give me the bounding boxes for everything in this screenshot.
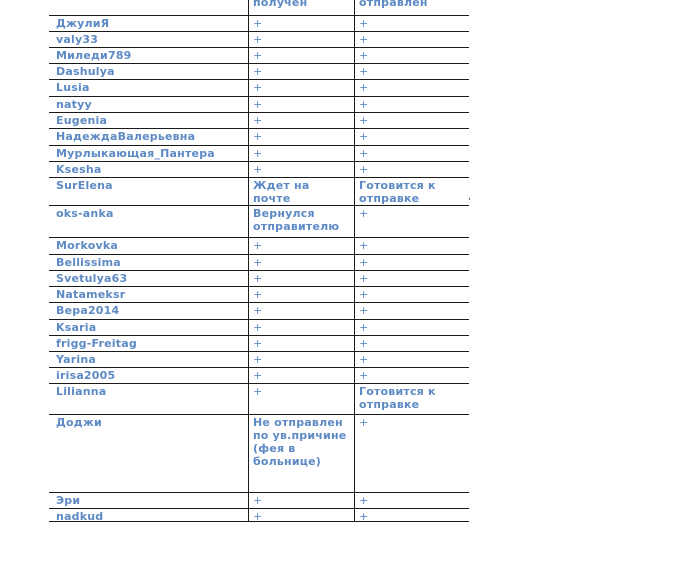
- sent-status-cell: Готовится к отправке: [354, 384, 469, 414]
- user-name-cell: Svetulya63: [56, 272, 128, 285]
- received-status-cell: +: [248, 368, 354, 383]
- user-name-cell: НадеждаВалерьевна: [56, 130, 196, 143]
- received-status-cell: +: [248, 146, 354, 161]
- received-status-cell: +: [248, 303, 354, 319]
- table-row: [49, 48, 469, 64]
- table-row: [49, 162, 469, 178]
- table-row: [49, 509, 469, 522]
- received-status-cell: Вернулся отправителю: [248, 206, 354, 237]
- received-status-cell: +: [248, 336, 354, 351]
- received-status-cell: +: [248, 320, 354, 335]
- table-row: [49, 146, 469, 162]
- received-status-cell: +: [248, 493, 354, 508]
- sent-status-cell: +: [354, 206, 469, 237]
- table-row: [49, 113, 469, 129]
- user-name-cell: Yarina: [56, 353, 97, 366]
- table-row: [49, 97, 469, 113]
- sent-status-cell: +: [354, 97, 469, 112]
- received-status-cell: +: [248, 113, 354, 128]
- header-name: [49, 0, 248, 15]
- sent-status-cell: Готовится к отправке: [354, 178, 469, 205]
- received-status-cell: +: [248, 384, 354, 414]
- table-row: [49, 287, 469, 303]
- sent-status-cell: +: [354, 320, 469, 335]
- user-name-cell: Ksesha: [56, 163, 102, 176]
- user-name-cell: Вера2014: [56, 304, 120, 317]
- table-row: [49, 206, 469, 238]
- user-name-cell: Lusia: [56, 81, 90, 94]
- user-name-cell: ДжулиЯ: [56, 17, 110, 30]
- user-name-cell: Доджи: [56, 416, 102, 429]
- user-name-cell: frigg-Freitag: [56, 337, 137, 350]
- sent-status-cell: +: [354, 271, 469, 286]
- user-name-cell: Bellissima: [56, 256, 121, 269]
- table-row: [49, 238, 469, 255]
- user-name-cell: natyy: [56, 98, 92, 111]
- sent-status-cell: +: [354, 336, 469, 351]
- table-row: [49, 271, 469, 287]
- sent-status-cell: +: [354, 64, 469, 79]
- sent-status-cell: +: [354, 16, 469, 31]
- sent-status-cell: +: [354, 32, 469, 47]
- table-row: [49, 368, 469, 384]
- sent-status-cell: +: [354, 352, 469, 367]
- user-name-cell: Lilianna: [56, 385, 107, 398]
- table-row: [49, 64, 469, 80]
- sent-status-cell: +: [354, 415, 469, 492]
- sent-status-cell: +: [354, 493, 469, 508]
- received-status-cell: +: [248, 352, 354, 367]
- received-status-cell: +: [248, 255, 354, 270]
- table-row: [49, 303, 469, 320]
- user-name-cell: oks-anka: [56, 207, 114, 220]
- table-row: [49, 493, 469, 509]
- sent-status-cell: +: [354, 238, 469, 254]
- received-status-cell: +: [248, 80, 354, 96]
- received-status-cell: +: [248, 129, 354, 145]
- table-row: [49, 178, 469, 206]
- received-status-cell: +: [248, 287, 354, 302]
- user-name-cell: Ksaria: [56, 321, 97, 334]
- table-row: [49, 16, 469, 32]
- user-name-cell: Morkovka: [56, 239, 119, 252]
- user-name-cell: Мурлыкающая_Пантера: [56, 147, 215, 160]
- table-header-row: [49, 0, 469, 16]
- table-row: [49, 129, 469, 146]
- received-status-cell: +: [248, 162, 354, 177]
- header-sent: отправлен: [354, 0, 469, 15]
- received-status-cell: +: [248, 97, 354, 112]
- user-name-cell: Эри: [56, 494, 81, 507]
- sent-status-cell: +: [354, 146, 469, 161]
- table-row: [49, 320, 469, 336]
- sent-status-cell: +: [354, 80, 469, 96]
- user-name-cell: SurElena: [56, 179, 113, 192]
- sent-status-cell: +: [354, 255, 469, 270]
- user-name-cell: Natameksr: [56, 288, 126, 301]
- received-status-cell: +: [248, 16, 354, 31]
- sent-status-cell: +: [354, 303, 469, 319]
- sent-status-cell: +: [354, 48, 469, 63]
- received-status-cell: +: [248, 48, 354, 63]
- stray-mark: ,: [468, 192, 471, 202]
- received-status-cell: +: [248, 271, 354, 286]
- sent-status-cell: +: [354, 113, 469, 128]
- sent-status-cell: +: [354, 129, 469, 145]
- sent-status-cell: +: [354, 509, 469, 521]
- received-status-cell: +: [248, 238, 354, 254]
- user-name-cell: nadkud: [56, 510, 104, 521]
- user-name-cell: irisa2005: [56, 369, 116, 382]
- table-row: [49, 415, 469, 493]
- user-name-cell: Dashulya: [56, 65, 115, 78]
- received-status-cell: +: [248, 32, 354, 47]
- user-name-cell: Миледи789: [56, 49, 132, 62]
- sent-status-cell: +: [354, 162, 469, 177]
- table-row: [49, 352, 469, 368]
- user-name-cell: valy33: [56, 33, 99, 46]
- received-status-cell: Не отправлен по ув.причине (фея в больнице): [248, 415, 354, 492]
- received-status-cell: +: [248, 509, 354, 521]
- sent-status-cell: +: [354, 368, 469, 383]
- header-received: получен: [248, 0, 354, 15]
- table-row: [49, 255, 469, 271]
- user-name-cell: Eugenia: [56, 114, 108, 127]
- received-status-cell: Ждет на почте: [248, 178, 354, 205]
- table-row: [49, 384, 469, 415]
- status-table: [49, 0, 469, 522]
- table-row: [49, 336, 469, 352]
- table-row: [49, 80, 469, 97]
- sent-status-cell: +: [354, 287, 469, 302]
- table-row: [49, 32, 469, 48]
- received-status-cell: +: [248, 64, 354, 79]
